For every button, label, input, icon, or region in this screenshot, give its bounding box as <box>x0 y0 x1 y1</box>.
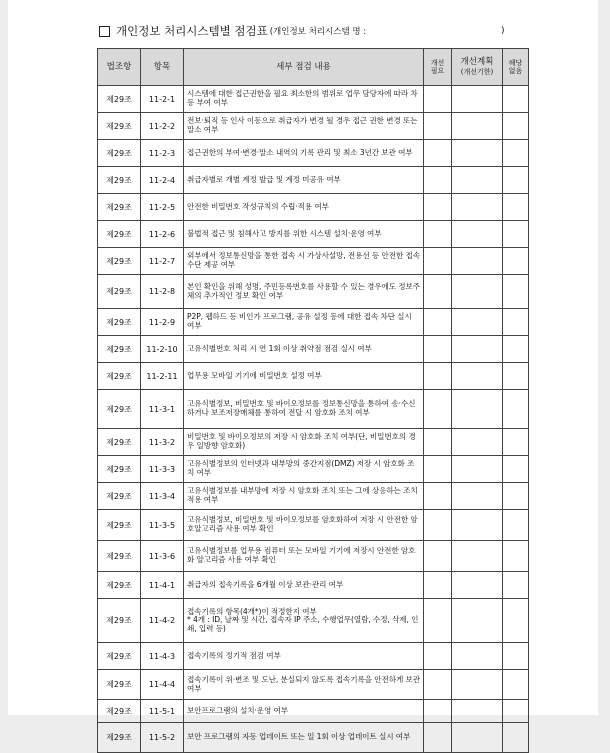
plan-cell <box>452 670 503 700</box>
detail-cell: 고유식별정보, 비밀번호 및 바이오정보를 암호화하여 저장 시 안전한 암호알고리즘 사용 여부 확인 <box>184 510 424 541</box>
detail-cell: 전보·퇴직 등 인사 이동으로 취급자가 변경 될 경우 접근 권한 변경 또는 말소 여부 <box>184 113 424 140</box>
table-row <box>98 86 529 113</box>
plan-cell <box>452 429 503 456</box>
law-cell: 제29조 <box>98 643 141 670</box>
law-cell: 제29조 <box>98 113 141 140</box>
table-row <box>98 643 529 670</box>
item-cell: 11-3-5 <box>141 510 184 541</box>
improve-cell <box>424 275 452 309</box>
detail-cell: 보안프로그램의 설치·운영 여부 <box>184 700 424 723</box>
checklist-table <box>97 48 529 753</box>
improve-cell <box>424 670 452 700</box>
table-row <box>98 723 529 753</box>
improve-cell <box>424 113 452 140</box>
plan-cell <box>452 194 503 221</box>
improve-cell <box>424 599 452 643</box>
plan-cell <box>452 599 503 643</box>
item-cell: 11-4-4 <box>141 670 184 700</box>
improve-cell <box>424 456 452 483</box>
na-cell <box>503 572 529 599</box>
improve-cell <box>424 700 452 723</box>
item-cell: 11-2-3 <box>141 140 184 167</box>
document-page <box>8 0 598 742</box>
table-row <box>98 248 529 275</box>
document-title <box>99 23 505 39</box>
law-cell: 제29조 <box>98 248 141 275</box>
plan-cell <box>452 86 503 113</box>
na-cell <box>503 643 529 670</box>
table-row <box>98 429 529 456</box>
na-cell <box>503 483 529 510</box>
item-cell: 11-2-11 <box>141 363 184 390</box>
detail-cell: 취급자별로 개별 계정 발급 및 계정 미공유 여부 <box>184 167 424 194</box>
title-main: 개인정보 처리시스템별 점검표 <box>116 24 268 38</box>
na-cell <box>503 140 529 167</box>
na-cell <box>503 363 529 390</box>
na-cell <box>503 541 529 572</box>
na-cell <box>503 429 529 456</box>
improve-cell <box>424 248 452 275</box>
na-cell <box>503 599 529 643</box>
table-row <box>98 309 529 336</box>
plan-cell <box>452 643 503 670</box>
law-cell: 제29조 <box>98 456 141 483</box>
improve-cell <box>424 221 452 248</box>
item-cell: 11-2-6 <box>141 221 184 248</box>
table-row <box>98 541 529 572</box>
plan-cell <box>452 113 503 140</box>
detail-cell: 고유식별정보를 내부망에 저장 시 암호화 조치 또는 그에 상응하는 조치 적용 여부 <box>184 483 424 510</box>
table-row <box>98 670 529 700</box>
table-row <box>98 140 529 167</box>
na-cell <box>503 723 529 753</box>
header-na: 해당 없음 <box>503 49 529 86</box>
improve-cell <box>424 86 452 113</box>
plan-cell <box>452 510 503 541</box>
table-row <box>98 275 529 309</box>
plan-cell <box>452 483 503 510</box>
na-cell <box>503 510 529 541</box>
law-cell: 제29조 <box>98 510 141 541</box>
improve-cell <box>424 429 452 456</box>
table-row <box>98 113 529 140</box>
item-cell: 11-3-4 <box>141 483 184 510</box>
table-row <box>98 363 529 390</box>
law-cell: 제29조 <box>98 194 141 221</box>
plan-cell <box>452 390 503 429</box>
law-cell: 제29조 <box>98 483 141 510</box>
law-cell: 제29조 <box>98 572 141 599</box>
table-row <box>98 167 529 194</box>
item-cell: 11-3-6 <box>141 541 184 572</box>
na-cell <box>503 86 529 113</box>
law-cell: 제29조 <box>98 670 141 700</box>
item-cell: 11-2-9 <box>141 309 184 336</box>
item-cell: 11-2-1 <box>141 86 184 113</box>
improve-cell <box>424 483 452 510</box>
na-cell <box>503 221 529 248</box>
na-cell <box>503 248 529 275</box>
na-cell <box>503 390 529 429</box>
improve-cell <box>424 643 452 670</box>
law-cell: 제29조 <box>98 221 141 248</box>
header-plan: 개선계획 (개선기한) <box>452 49 503 86</box>
title-close-paren: ) <box>501 26 505 36</box>
detail-cell: P2P, 웹하드 등 비인가 프로그램, 공유 설정 등에 대한 접속 차단 실시 여부 <box>184 309 424 336</box>
plan-cell <box>452 541 503 572</box>
item-cell: 11-3-2 <box>141 429 184 456</box>
law-cell: 제29조 <box>98 275 141 309</box>
improve-cell <box>424 309 452 336</box>
na-cell <box>503 113 529 140</box>
detail-cell: 시스템에 대한 접근권한을 필요 최소한의 범위로 업무 담당자에 따라 차등 부여 여부 <box>184 86 424 113</box>
detail-cell: 업무용 모바일 기기에 비밀번호 설정 여부 <box>184 363 424 390</box>
table-row <box>98 194 529 221</box>
plan-cell <box>452 309 503 336</box>
improve-cell <box>424 723 452 753</box>
improve-cell <box>424 336 452 363</box>
improve-cell <box>424 390 452 429</box>
improve-cell <box>424 541 452 572</box>
item-cell: 11-3-1 <box>141 390 184 429</box>
header-detail: 세부 점검 내용 <box>184 49 424 86</box>
item-cell: 11-2-2 <box>141 113 184 140</box>
item-cell: 11-2-10 <box>141 336 184 363</box>
plan-cell <box>452 456 503 483</box>
header-improve: 개선 필요 <box>424 49 452 86</box>
title-system-name: (개인정보 처리시스템 명 : <box>269 27 367 37</box>
table-header-row <box>98 49 529 86</box>
table-row <box>98 336 529 363</box>
detail-cell: 접속기록의 정기적 점검 여부 <box>184 643 424 670</box>
detail-cell: 안전한 비밀번호 작성규칙의 수립·적용 여부 <box>184 194 424 221</box>
na-cell <box>503 275 529 309</box>
item-cell: 11-5-1 <box>141 700 184 723</box>
header-item: 항목 <box>141 49 184 86</box>
plan-cell <box>452 363 503 390</box>
table-row <box>98 483 529 510</box>
table-row <box>98 390 529 429</box>
header-law: 법조항 <box>98 49 141 86</box>
plan-cell <box>452 140 503 167</box>
law-cell: 제29조 <box>98 429 141 456</box>
detail-cell: 본인 확인을 위해 성명, 주민등록번호를 사용할 수 있는 경우에도 정보주체의 추가적인 정보 확인 여부 <box>184 275 424 309</box>
law-cell: 제29조 <box>98 363 141 390</box>
plan-cell <box>452 275 503 309</box>
detail-cell: 취급자의 접속기록을 6개월 이상 보관·관리 여부 <box>184 572 424 599</box>
law-cell: 제29조 <box>98 599 141 643</box>
detail-cell: 보안 프로그램의 자동 업데이트 또는 일 1회 이상 업데이트 실시 여부 <box>184 723 424 753</box>
table-row <box>98 700 529 723</box>
item-cell: 11-4-1 <box>141 572 184 599</box>
law-cell: 제29조 <box>98 309 141 336</box>
detail-cell: 비밀번호 및 바이오정보의 저장 시 암호화 조치 여부(단, 비밀번호의 경우 일방향 암호화) <box>184 429 424 456</box>
plan-cell <box>452 572 503 599</box>
item-cell: 11-4-3 <box>141 643 184 670</box>
item-cell: 11-2-8 <box>141 275 184 309</box>
improve-cell <box>424 510 452 541</box>
table-row <box>98 221 529 248</box>
item-cell: 11-2-4 <box>141 167 184 194</box>
improve-cell <box>424 363 452 390</box>
detail-cell: 고유식별정보의 인터넷과 내부망의 중간지점(DMZ) 저장 시 암호화 조치 여부 <box>184 456 424 483</box>
item-cell: 11-3-3 <box>141 456 184 483</box>
table-row <box>98 572 529 599</box>
plan-cell <box>452 167 503 194</box>
improve-cell <box>424 167 452 194</box>
detail-cell: 고유식별정보를 업무용 컴퓨터 또는 모바일 기기에 저장시 안전한 암호화 알고리즘 사용 여부 확인 <box>184 541 424 572</box>
detail-cell: 접근권한의 부여·변경·말소 내역의 기록 관리 및 최소 3년간 보관 여부 <box>184 140 424 167</box>
law-cell: 제29조 <box>98 541 141 572</box>
plan-cell <box>452 336 503 363</box>
law-cell: 제29조 <box>98 336 141 363</box>
item-cell: 11-4-2 <box>141 599 184 643</box>
law-cell: 제29조 <box>98 167 141 194</box>
plan-cell <box>452 700 503 723</box>
table-row <box>98 599 529 643</box>
improve-cell <box>424 572 452 599</box>
item-cell: 11-5-2 <box>141 723 184 753</box>
plan-cell <box>452 248 503 275</box>
item-cell: 11-2-7 <box>141 248 184 275</box>
detail-cell: 고유식별번호 처리 시 연 1회 이상 취약점 점검 실시 여부 <box>184 336 424 363</box>
law-cell: 제29조 <box>98 723 141 753</box>
na-cell <box>503 700 529 723</box>
table-row <box>98 456 529 483</box>
na-cell <box>503 456 529 483</box>
na-cell <box>503 670 529 700</box>
item-cell: 11-2-5 <box>141 194 184 221</box>
plan-cell <box>452 221 503 248</box>
law-cell: 제29조 <box>98 86 141 113</box>
law-cell: 제29조 <box>98 140 141 167</box>
law-cell: 제29조 <box>98 390 141 429</box>
law-cell: 제29조 <box>98 700 141 723</box>
na-cell <box>503 309 529 336</box>
detail-cell: 접속기록이 위·변조 및 도난, 분실되지 않도록 접속기록을 안전하게 보관 여부 <box>184 670 424 700</box>
detail-cell: 접속기록의 항목(4개*)이 적정한지 여부 * 4개 : ID, 날짜 및 시간, 접속자 IP 주소, 수행업무(열람, 수정, 삭제, 인쇄, 입력 등) <box>184 599 424 643</box>
checkbox-symbol <box>99 26 110 37</box>
detail-cell: 고유식별정보, 비밀번호 및 바이오정보를 정보통신망을 통하여 송·수신하거나 보조저장매체를 통하여 전달 시 암호화 조치 여부 <box>184 390 424 429</box>
na-cell <box>503 194 529 221</box>
na-cell <box>503 167 529 194</box>
na-cell <box>503 336 529 363</box>
plan-cell <box>452 723 503 753</box>
improve-cell <box>424 140 452 167</box>
detail-cell: 외부에서 정보통신망을 통한 접속 시 가상사설망, 전용선 등 안전한 접속수단 제공 여부 <box>184 248 424 275</box>
table-row <box>98 510 529 541</box>
improve-cell <box>424 194 452 221</box>
detail-cell: 불법적 접근 및 침해사고 방지를 위한 시스템 설치·운영 여부 <box>184 221 424 248</box>
